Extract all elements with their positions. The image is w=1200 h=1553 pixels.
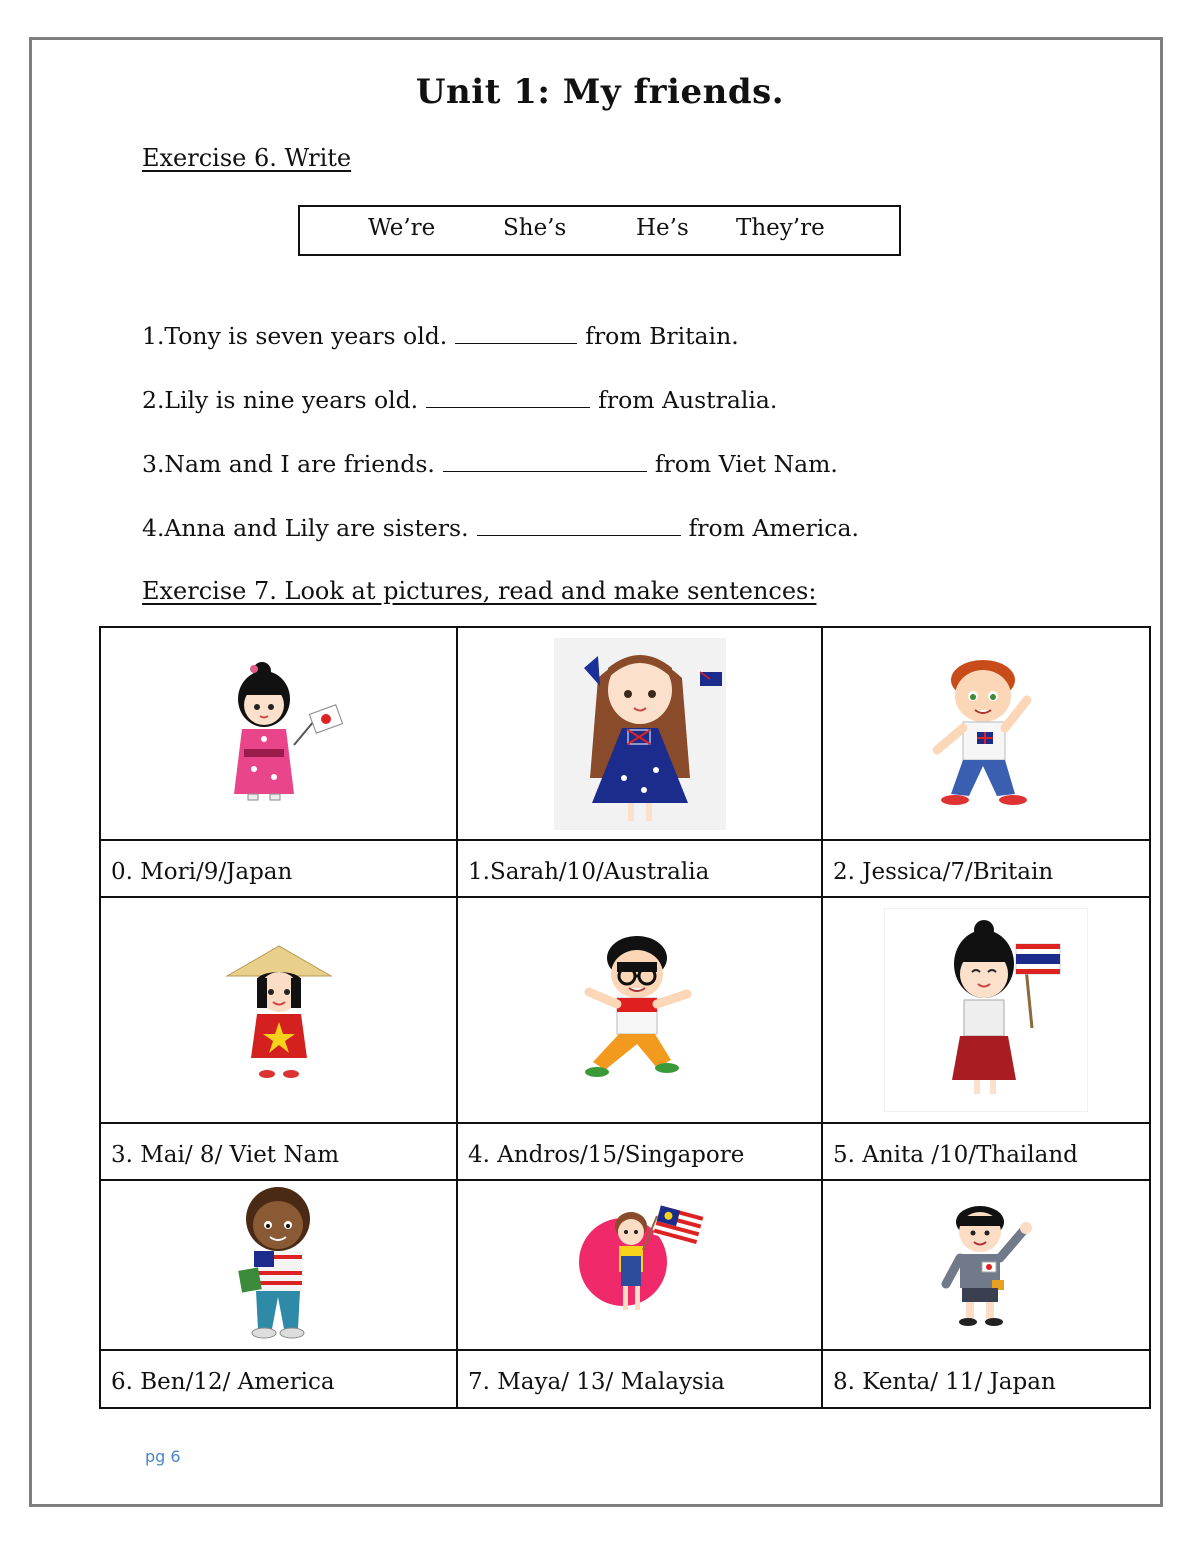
caption-cell: 6. Ben/12/ America	[100, 1350, 457, 1408]
girl-malaysia-flag-icon	[575, 1200, 705, 1330]
picture-table	[99, 626, 1151, 1409]
girl-thailand-flag-icon	[884, 908, 1088, 1112]
girl-conical-hat-vietnam-icon	[219, 940, 339, 1080]
word-bank	[298, 205, 901, 256]
exercise-6-heading: Exercise 6. Write	[142, 144, 352, 172]
sentence-text: 1.Tony is seven years old.	[142, 322, 448, 350]
sentence-2	[142, 386, 777, 414]
girl-kimono-japan-flag-icon	[214, 659, 344, 809]
sentence-1	[142, 322, 739, 350]
sentence-text: from Britain.	[585, 322, 739, 350]
word-bank-item: We’re	[368, 215, 436, 241]
boy-glasses-singapore-icon	[575, 930, 705, 1090]
answer-blank[interactable]	[443, 453, 647, 472]
boy-britain-shirt-icon	[921, 654, 1051, 814]
answer-blank[interactable]	[426, 389, 590, 408]
picture-cell	[100, 1180, 457, 1350]
answer-blank[interactable]	[477, 517, 681, 536]
picture-cell	[457, 627, 822, 840]
word-bank-item: She’s	[503, 215, 567, 241]
picture-cell	[100, 627, 457, 840]
page-title: Unit 1: My friends.	[415, 72, 785, 112]
picture-cell	[100, 897, 457, 1123]
sentence-text: from Australia.	[598, 386, 778, 414]
caption-cell: 2. Jessica/7/Britain	[822, 840, 1150, 897]
boy-america-shirt-icon	[214, 1185, 344, 1345]
caption-cell: 5. Anita /10/Thailand	[822, 1123, 1150, 1180]
caption-cell: 4. Andros/15/Singapore	[457, 1123, 822, 1180]
word-bank-item: They’re	[736, 215, 825, 241]
picture-cell	[457, 1180, 822, 1350]
caption-cell: 1.Sarah/10/Australia	[457, 840, 822, 897]
answer-blank[interactable]	[455, 325, 577, 344]
picture-cell	[457, 897, 822, 1123]
sentence-text: 2.Lily is nine years old.	[142, 386, 419, 414]
picture-cell	[822, 897, 1150, 1123]
sentence-text: 4.Anna and Lily are sisters.	[142, 514, 469, 542]
caption-cell: 8. Kenta/ 11/ Japan	[822, 1350, 1150, 1408]
boy-japan-uniform-icon	[926, 1200, 1046, 1330]
sentence-text: 3.Nam and I are friends.	[142, 450, 435, 478]
picture-cell	[822, 627, 1150, 840]
caption-cell: 3. Mai/ 8/ Viet Nam	[100, 1123, 457, 1180]
sentence-3	[142, 450, 838, 478]
word-bank-item: He’s	[636, 215, 689, 241]
caption-cell: 7. Maya/ 13/ Malaysia	[457, 1350, 822, 1408]
exercise-7-heading: Exercise 7. Look at pictures, read and make sentences:	[142, 577, 817, 605]
page-number: pg 6	[145, 1447, 181, 1466]
sentence-text: from America.	[688, 514, 859, 542]
caption-cell: 0. Mori/9/Japan	[100, 840, 457, 897]
sentence-4	[142, 514, 859, 542]
girl-australia-dress-icon	[554, 638, 726, 830]
sentence-text: from Viet Nam.	[654, 450, 838, 478]
picture-cell	[822, 1180, 1150, 1350]
